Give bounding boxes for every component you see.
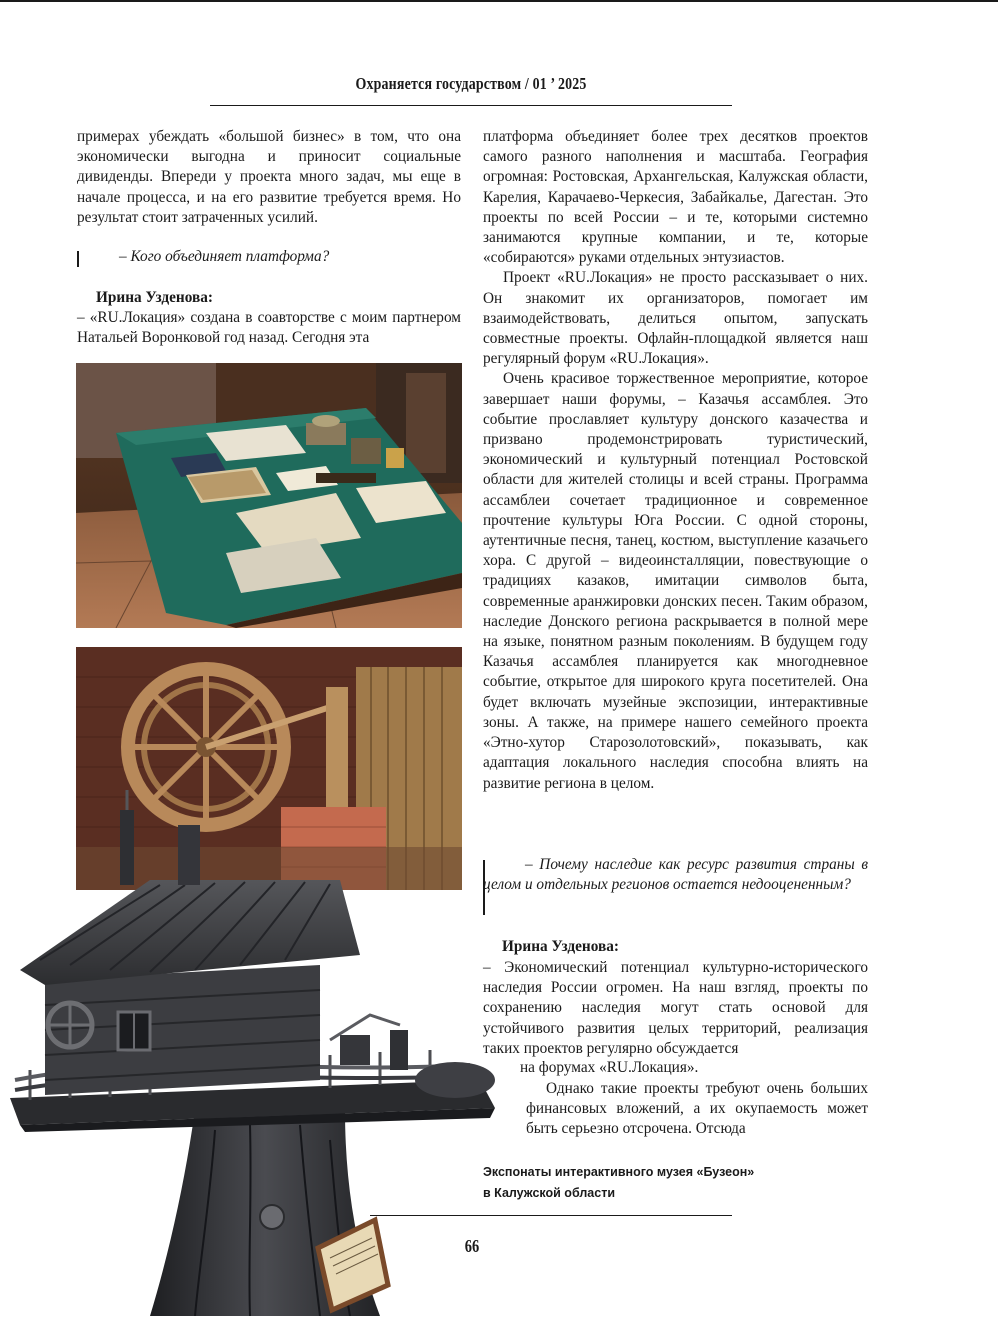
paragraph-3: Очень красивое торжественное мероприятие, которое завершает наши форумы, – Казачья ассамблея. Это событие прославляет культуру донского казачества и призвано продемонстрировать туристический, экономический и культурный потенциал Ростовской области для жителей столицы и всей страны. Программа ассамблеи сочетает традиционное и современное прочтение культуры Юга России. С одной стороны, аутентичные песня, танец, костюм, выступление казачьего хора. С другой – видеоинсталляции, повествующие о традициях казаков, имитации символов быта, современные аранжировки донских песен. Таким образом, наследие Донского региона раскрывается в полной мере на языке, понятном разным поколениям. В будущем году Казачья ассамблея планируется как многодневное событие, открытое для широкого круга посетителей. Она будет включать музейные экспозиции, интерактивные зоны. А также, на примере нашего семейного проекта «Этно-хутор Старозолотовский», показывать, как адаптация локального наследия способна влиять на развитие региона в целом. [483,370,868,792]
paragraph-1: платформа объединяет более трех десятков проектов самого разного наполнения и масштаба. География огромная: Ростовская, Архангельская, Калужская области, Карелия, Карачаево-Черкесия, Забайкалье, Дагестан. Это проекты по всей России – и те, которыми системно занимаются крупные компании, и те, которые «собираются» руками отдельных энтузиастов. [483,128,868,267]
paragraph: – «RU.Локация» создана в соавторстве с моим партнером Натальей Воронковой год назад. Сегодня эта [77,309,461,347]
right-column [483,127,868,794]
interview-question-1: – Кого объединяет платформа? [119,248,330,265]
paragraph: Однако такие проекты требуют очень больших финансовых вложений, а их окупаемость может быть серьезно отсрочена. Отсюда [526,1080,868,1138]
photo-caption [483,1162,783,1204]
answer-2-part-1-end [520,1058,868,1078]
running-header-title: Охраняется государством / 01 ’ 2025 [355,74,587,93]
paragraph: примерах убеждать «большой бизнес» в том, что она экономически выгодна и приносит социальные дивиденды. Впереди у проекта много задач, мы еще в начале процесса, и на его развитие требуется время. Но результат стоит затраченных усилий. [77,128,461,226]
speaker-name-2: Ирина Узденова: [502,938,619,955]
footer-rule [370,1215,732,1216]
caption-line-1: Экспонаты интерактивного музея «Бузеон» [483,1165,755,1179]
answer-2-part-1 [483,958,868,1059]
answer-2-part-2 [526,1079,868,1140]
paragraph-2: Проект «RU.Локация» не просто рассказывает о них. Он знакомит их организаторов, помогает им взаимодействовать, делиться опытом, запускать совместные проекты. Офлайн-площадкой является наш регулярный форум «RU.Локация». [483,269,868,368]
left-column-continued-paragraph [77,127,461,228]
interview-question-2 [483,855,868,895]
photo-museum-table-documents [76,363,462,628]
answer-1-start [77,308,461,348]
question-text: – Почему наследие как ресурс развития страны в целом и отдельных регионов остается недооцененным? [483,856,868,894]
image-iron-house-sculpture [0,780,500,1316]
page-number: 66 [464,1236,480,1256]
speaker-name-1: Ирина Узденова: [96,289,213,306]
caption-line-2: в Калужской области [483,1186,616,1200]
top-border-rule [0,0,998,2]
paragraph: на форумах «RU.Локация». [520,1059,699,1076]
header-rule [210,105,732,106]
paragraph: – Экономический потенциал культурно-исторического наследия России огромен. На наш взгляд, проекты по сохранению наследия могут стать основой для устойчивого развития целых территорий, реализация таких проектов регулярно обсуждается [483,959,868,1057]
